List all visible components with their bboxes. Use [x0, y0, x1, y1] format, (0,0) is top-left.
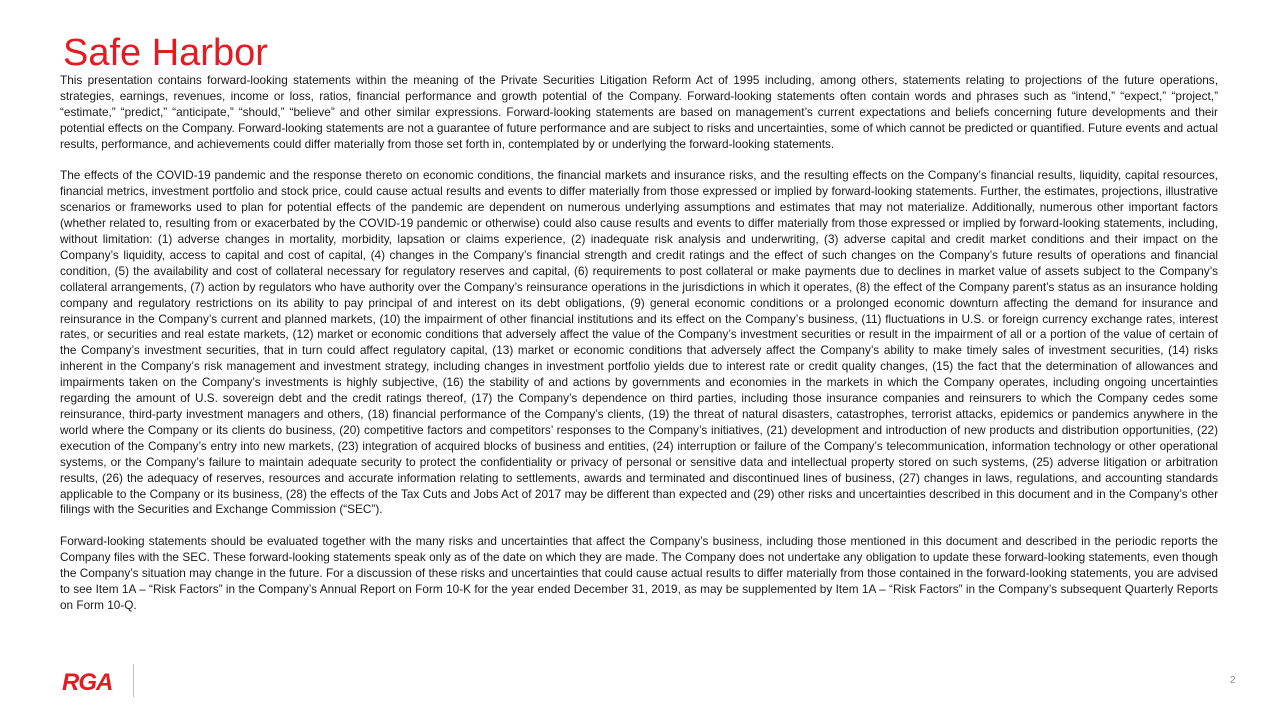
- paragraph-evaluation-notice: Forward-looking statements should be evaluated together with the many risks and uncertainties that affect the Company’s business, including those mentioned in this document and described in the periodic reports the Company files with the SEC. These forward-looking statements speak only as of the date on which they are made. The Company does not undertake any obligation to update these forward-looking statements, even though the Company’s situation may change in the future. For a discussion of these risks and uncertainties that could cause actual results to differ materially from those contained in the forward-looking statements, you are advised to see Item 1A – “Risk Factors” in the Company’s Annual Report on Form 10-K for the year ended December 31, 2019, as may be supplemented by Item 1A – “Risk Factors” in the Company’s subsequent Quarterly Reports on Form 10-Q.: [60, 534, 1218, 612]
- page-number: 2: [1230, 675, 1236, 686]
- slide-title: Safe Harbor: [63, 32, 268, 74]
- safe-harbor-body: [60, 73, 1218, 614]
- rga-logo: RGA: [62, 669, 113, 696]
- footer-divider: [133, 664, 134, 697]
- paragraph-covid-risk-factors: The effects of the COVID-19 pandemic and the response thereto on economic conditions, the financial markets and insurance risks, and the resulting effects on the Company’s financial results, liquidity, capital resources, financial metrics, investment portfolio and stock price, could cause actual results and events to differ materially from those expressed or implied by forward-looking statements. Further, the estimates, projections, illustrative scenarios or frameworks used to plan for potential effects of the pandemic are dependent on numerous underlying assumptions and estimates that may not materialize. Additionally, numerous other important factors (whether related to, resulting from or exacerbated by the COVID-19 pandemic or otherwise) could also cause results and events to differ materially from those expressed or implied by forward-looking statements, including, without limitation: (1) adverse changes in mortality, morbidity, lapsation or claims experience, (2) inadequate risk analysis and underwriting, (3) adverse capital and credit market conditions and their impact on the Company’s liquidity, access to capital and cost of capital, (4) changes in the Company’s financial strength and credit ratings and the effect of such changes on the Company’s future results of operations and financial condition, (5) the availability and cost of collateral necessary for regulatory reserves and capital, (6) requirements to post collateral or make payments due to declines in market value of assets subject to the Company’s collateral arrangements, (7) action by regulators who have authority over the Company’s reinsurance operations in the jurisdictions in which it operates, (8) the effect of the Company parent’s status as an insurance holding company and regulatory restrictions on its ability to pay principal of and interest on its debt obligations, (9) general economic conditions or a prolonged economic downturn affecting the demand for insurance and reinsurance in the Company’s current and planned markets, (10) the impairment of other financial institutions and its effect on the Company’s business, (11) fluctuations in U.S. or foreign currency exchange rates, interest rates, or securities and real estate markets, (12) market or economic conditions that adversely affect the value of the Company’s investment securities or result in the impairment of all or a portion of the value of certain of the Company’s investment securities, that in turn could affect regulatory capital, (13) market or economic conditions that adversely affect the Company’s ability to make timely sales of investment securities, (14) risks inherent in the Company’s risk management and investment strategy, including changes in investment portfolio yields due to interest rate or credit quality changes, (15) the fact that the determination of allowances and impairments taken on the Company’s investments is highly subjective, (16) the stability of and actions by governments and economies in the markets in which the Company operates, including ongoing uncertainties regarding the amount of U.S. sovereign debt and the credit ratings thereof, (17) the Company’s dependence on third parties, including those insurance companies and reinsurers to which the Company cedes some reinsurance, third-party investment managers and others, (18) financial performance of the Company’s clients, (19) the threat of natural disasters, catastrophes, terrorist attacks, epidemics or pandemics anywhere in the world where the Company or its clients do business, (20) competitive factors and competitors’ responses to the Company’s initiatives, (21) development and introduction of new products and distribution opportunities, (22) execution of the Company’s entry into new markets, (23) integration of acquired blocks of business and entities, (24) interruption or failure of the Company’s telecommunication, information technology or other operational systems, or the Company’s failure to maintain adequate security to protect the confidentiality or privacy of personal or sensitive data and intellectual property stored on such systems, (25) adverse litigation or arbitration results, (26) the adequacy of reserves, resources and accurate information relating to settlements, awards and terminated and discontinued lines of business, (27) changes in laws, regulations, and accounting standards applicable to the Company or its business, (28) the effects of the Tax Cuts and Jobs Act of 2017 may be different than expected and (29) other risks and uncertainties described in this document and in the Company’s other filings with the Securities and Exchange Commission (“SEC”).: [60, 168, 1218, 517]
- paragraph-forward-looking-intro: This presentation contains forward-looking statements within the meaning of the Private Securities Litigation Reform Act of 1995 including, among others, statements relating to projections of the future operations, strategies, earnings, revenues, income or loss, ratios, financial performance and growth potential of the Company. Forward-looking statements often contain words and phrases such as “intend,” “expect,” “project,” “estimate,” “predict,” “anticipate,” “should,” “believe” and other similar expressions. Forward-looking statements are based on management’s current expectations and beliefs concerning future developments and their potential effects on the Company. Forward-looking statements are not a guarantee of future performance and are subject to risks and uncertainties, some of which cannot be predicted or quantified. Future events and actual results, performance, and achievements could differ materially from those set forth in, contemplated by or underlying the forward-looking statements.: [60, 73, 1218, 151]
